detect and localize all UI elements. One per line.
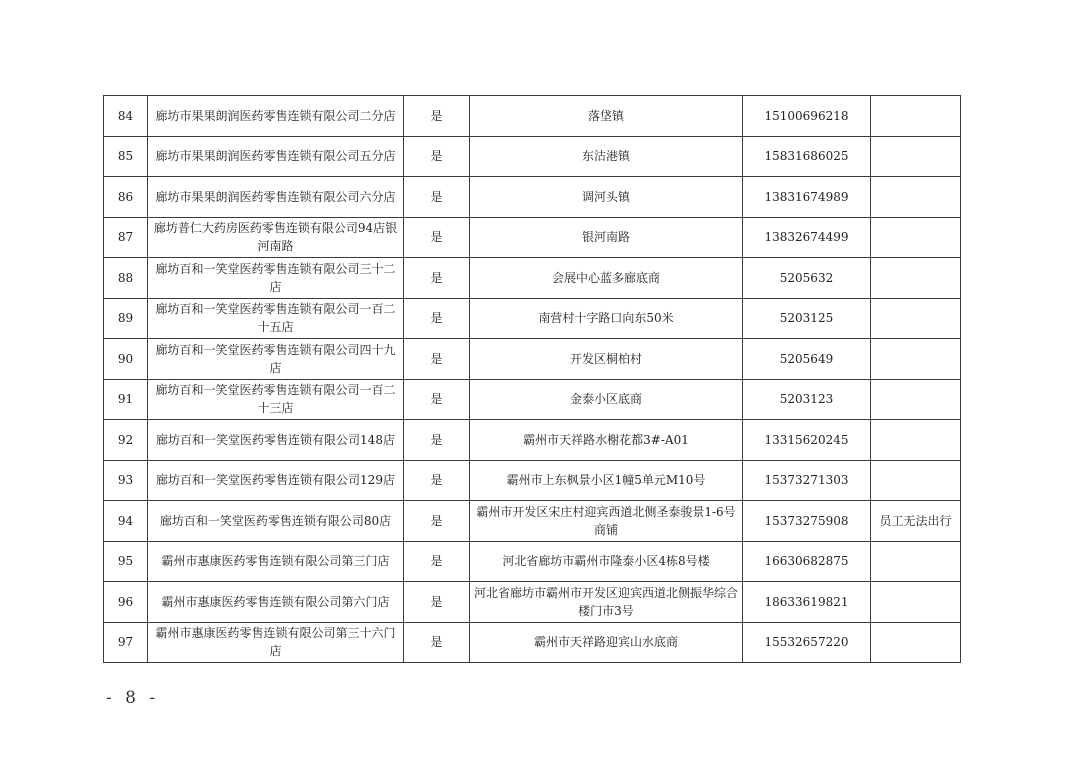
note-cell	[871, 136, 961, 177]
table-row	[104, 258, 961, 299]
note-cell	[871, 460, 961, 501]
store-name-cell: 廊坊百和一笑堂医药零售连锁有限公司三十二店	[148, 258, 404, 299]
table-row	[104, 177, 961, 218]
address-cell: 河北省廊坊市霸州市开发区迎宾西道北侧振华综合楼门市3号	[470, 582, 743, 623]
row-number-cell: 89	[104, 298, 148, 339]
phone-cell: 15532657220	[743, 622, 871, 663]
store-name-cell: 廊坊市果果朗润医药零售连锁有限公司二分店	[148, 96, 404, 137]
row-number-cell: 91	[104, 379, 148, 420]
note-cell	[871, 339, 961, 380]
row-number-cell: 88	[104, 258, 148, 299]
row-number-cell: 86	[104, 177, 148, 218]
store-name-cell: 廊坊普仁大药房医药零售连锁有限公司94店银河南路	[148, 217, 404, 258]
status-cell: 是	[404, 501, 470, 542]
address-cell: 东沽港镇	[470, 136, 743, 177]
phone-cell: 15100696218	[743, 96, 871, 137]
status-cell: 是	[404, 582, 470, 623]
phone-cell: 13315620245	[743, 420, 871, 461]
table-body	[104, 96, 961, 663]
row-number-cell: 95	[104, 541, 148, 582]
address-cell: 霸州市开发区宋庄村迎宾西道北侧圣泰骏景1-6号商铺	[470, 501, 743, 542]
status-cell: 是	[404, 136, 470, 177]
status-cell: 是	[404, 96, 470, 137]
phone-cell: 15373275908	[743, 501, 871, 542]
table-row	[104, 541, 961, 582]
status-cell: 是	[404, 217, 470, 258]
note-cell	[871, 622, 961, 663]
store-name-cell: 廊坊百和一笑堂医药零售连锁有限公司80店	[148, 501, 404, 542]
row-number-cell: 97	[104, 622, 148, 663]
note-cell	[871, 379, 961, 420]
status-cell: 是	[404, 298, 470, 339]
store-name-cell: 廊坊百和一笑堂医药零售连锁有限公司一百二十三店	[148, 379, 404, 420]
store-name-cell: 霸州市惠康医药零售连锁有限公司第六门店	[148, 582, 404, 623]
address-cell: 会展中心蓝多廊底商	[470, 258, 743, 299]
phone-cell: 13831674989	[743, 177, 871, 218]
note-cell	[871, 420, 961, 461]
row-number-cell: 92	[104, 420, 148, 461]
row-number-cell: 85	[104, 136, 148, 177]
row-number-cell: 94	[104, 501, 148, 542]
row-number-cell: 87	[104, 217, 148, 258]
store-name-cell: 霸州市惠康医药零售连锁有限公司第三门店	[148, 541, 404, 582]
address-cell: 河北省廊坊市霸州市隆泰小区4栋8号楼	[470, 541, 743, 582]
store-name-cell: 廊坊百和一笑堂医药零售连锁有限公司四十九店	[148, 339, 404, 380]
address-cell: 霸州市天祥路迎宾山水底商	[470, 622, 743, 663]
note-cell	[871, 217, 961, 258]
phone-cell: 5203125	[743, 298, 871, 339]
note-cell	[871, 177, 961, 218]
address-cell: 南营村十字路口向东50米	[470, 298, 743, 339]
status-cell: 是	[404, 177, 470, 218]
table-row	[104, 96, 961, 137]
status-cell: 是	[404, 460, 470, 501]
row-number-cell: 93	[104, 460, 148, 501]
table-row	[104, 501, 961, 542]
table-row	[104, 460, 961, 501]
phone-cell: 13832674499	[743, 217, 871, 258]
table-row	[104, 379, 961, 420]
store-name-cell: 廊坊百和一笑堂医药零售连锁有限公司148店	[148, 420, 404, 461]
phone-cell: 15373271303	[743, 460, 871, 501]
table-row	[104, 622, 961, 663]
store-name-cell: 廊坊百和一笑堂医药零售连锁有限公司一百二十五店	[148, 298, 404, 339]
store-name-cell: 廊坊市果果朗润医药零售连锁有限公司六分店	[148, 177, 404, 218]
address-cell: 霸州市上东枫景小区1幢5单元M10号	[470, 460, 743, 501]
note-cell	[871, 96, 961, 137]
address-cell: 金泰小区底商	[470, 379, 743, 420]
store-name-cell: 廊坊百和一笑堂医药零售连锁有限公司129店	[148, 460, 404, 501]
phone-cell: 15831686025	[743, 136, 871, 177]
phone-cell: 5203123	[743, 379, 871, 420]
status-cell: 是	[404, 420, 470, 461]
address-cell: 银河南路	[470, 217, 743, 258]
note-cell	[871, 541, 961, 582]
store-name-cell: 廊坊市果果朗润医药零售连锁有限公司五分店	[148, 136, 404, 177]
status-cell: 是	[404, 541, 470, 582]
table-row	[104, 339, 961, 380]
row-number-cell: 84	[104, 96, 148, 137]
status-cell: 是	[404, 339, 470, 380]
table-row	[104, 136, 961, 177]
page-number: - 8 -	[106, 688, 160, 708]
address-cell: 开发区桐柏村	[470, 339, 743, 380]
pharmacy-table	[103, 95, 961, 663]
note-cell	[871, 258, 961, 299]
status-cell: 是	[404, 379, 470, 420]
table-row	[104, 582, 961, 623]
phone-cell: 16630682875	[743, 541, 871, 582]
phone-cell: 5205649	[743, 339, 871, 380]
table-row	[104, 298, 961, 339]
address-cell: 落垡镇	[470, 96, 743, 137]
status-cell: 是	[404, 258, 470, 299]
address-cell: 霸州市天祥路水榭花都3#-A01	[470, 420, 743, 461]
note-cell	[871, 582, 961, 623]
note-cell: 员工无法出行	[871, 501, 961, 542]
store-name-cell: 霸州市惠康医药零售连锁有限公司第三十六门店	[148, 622, 404, 663]
status-cell: 是	[404, 622, 470, 663]
address-cell: 调河头镇	[470, 177, 743, 218]
row-number-cell: 90	[104, 339, 148, 380]
phone-cell: 5205632	[743, 258, 871, 299]
phone-cell: 18633619821	[743, 582, 871, 623]
table-row	[104, 420, 961, 461]
table-row	[104, 217, 961, 258]
note-cell	[871, 298, 961, 339]
row-number-cell: 96	[104, 582, 148, 623]
